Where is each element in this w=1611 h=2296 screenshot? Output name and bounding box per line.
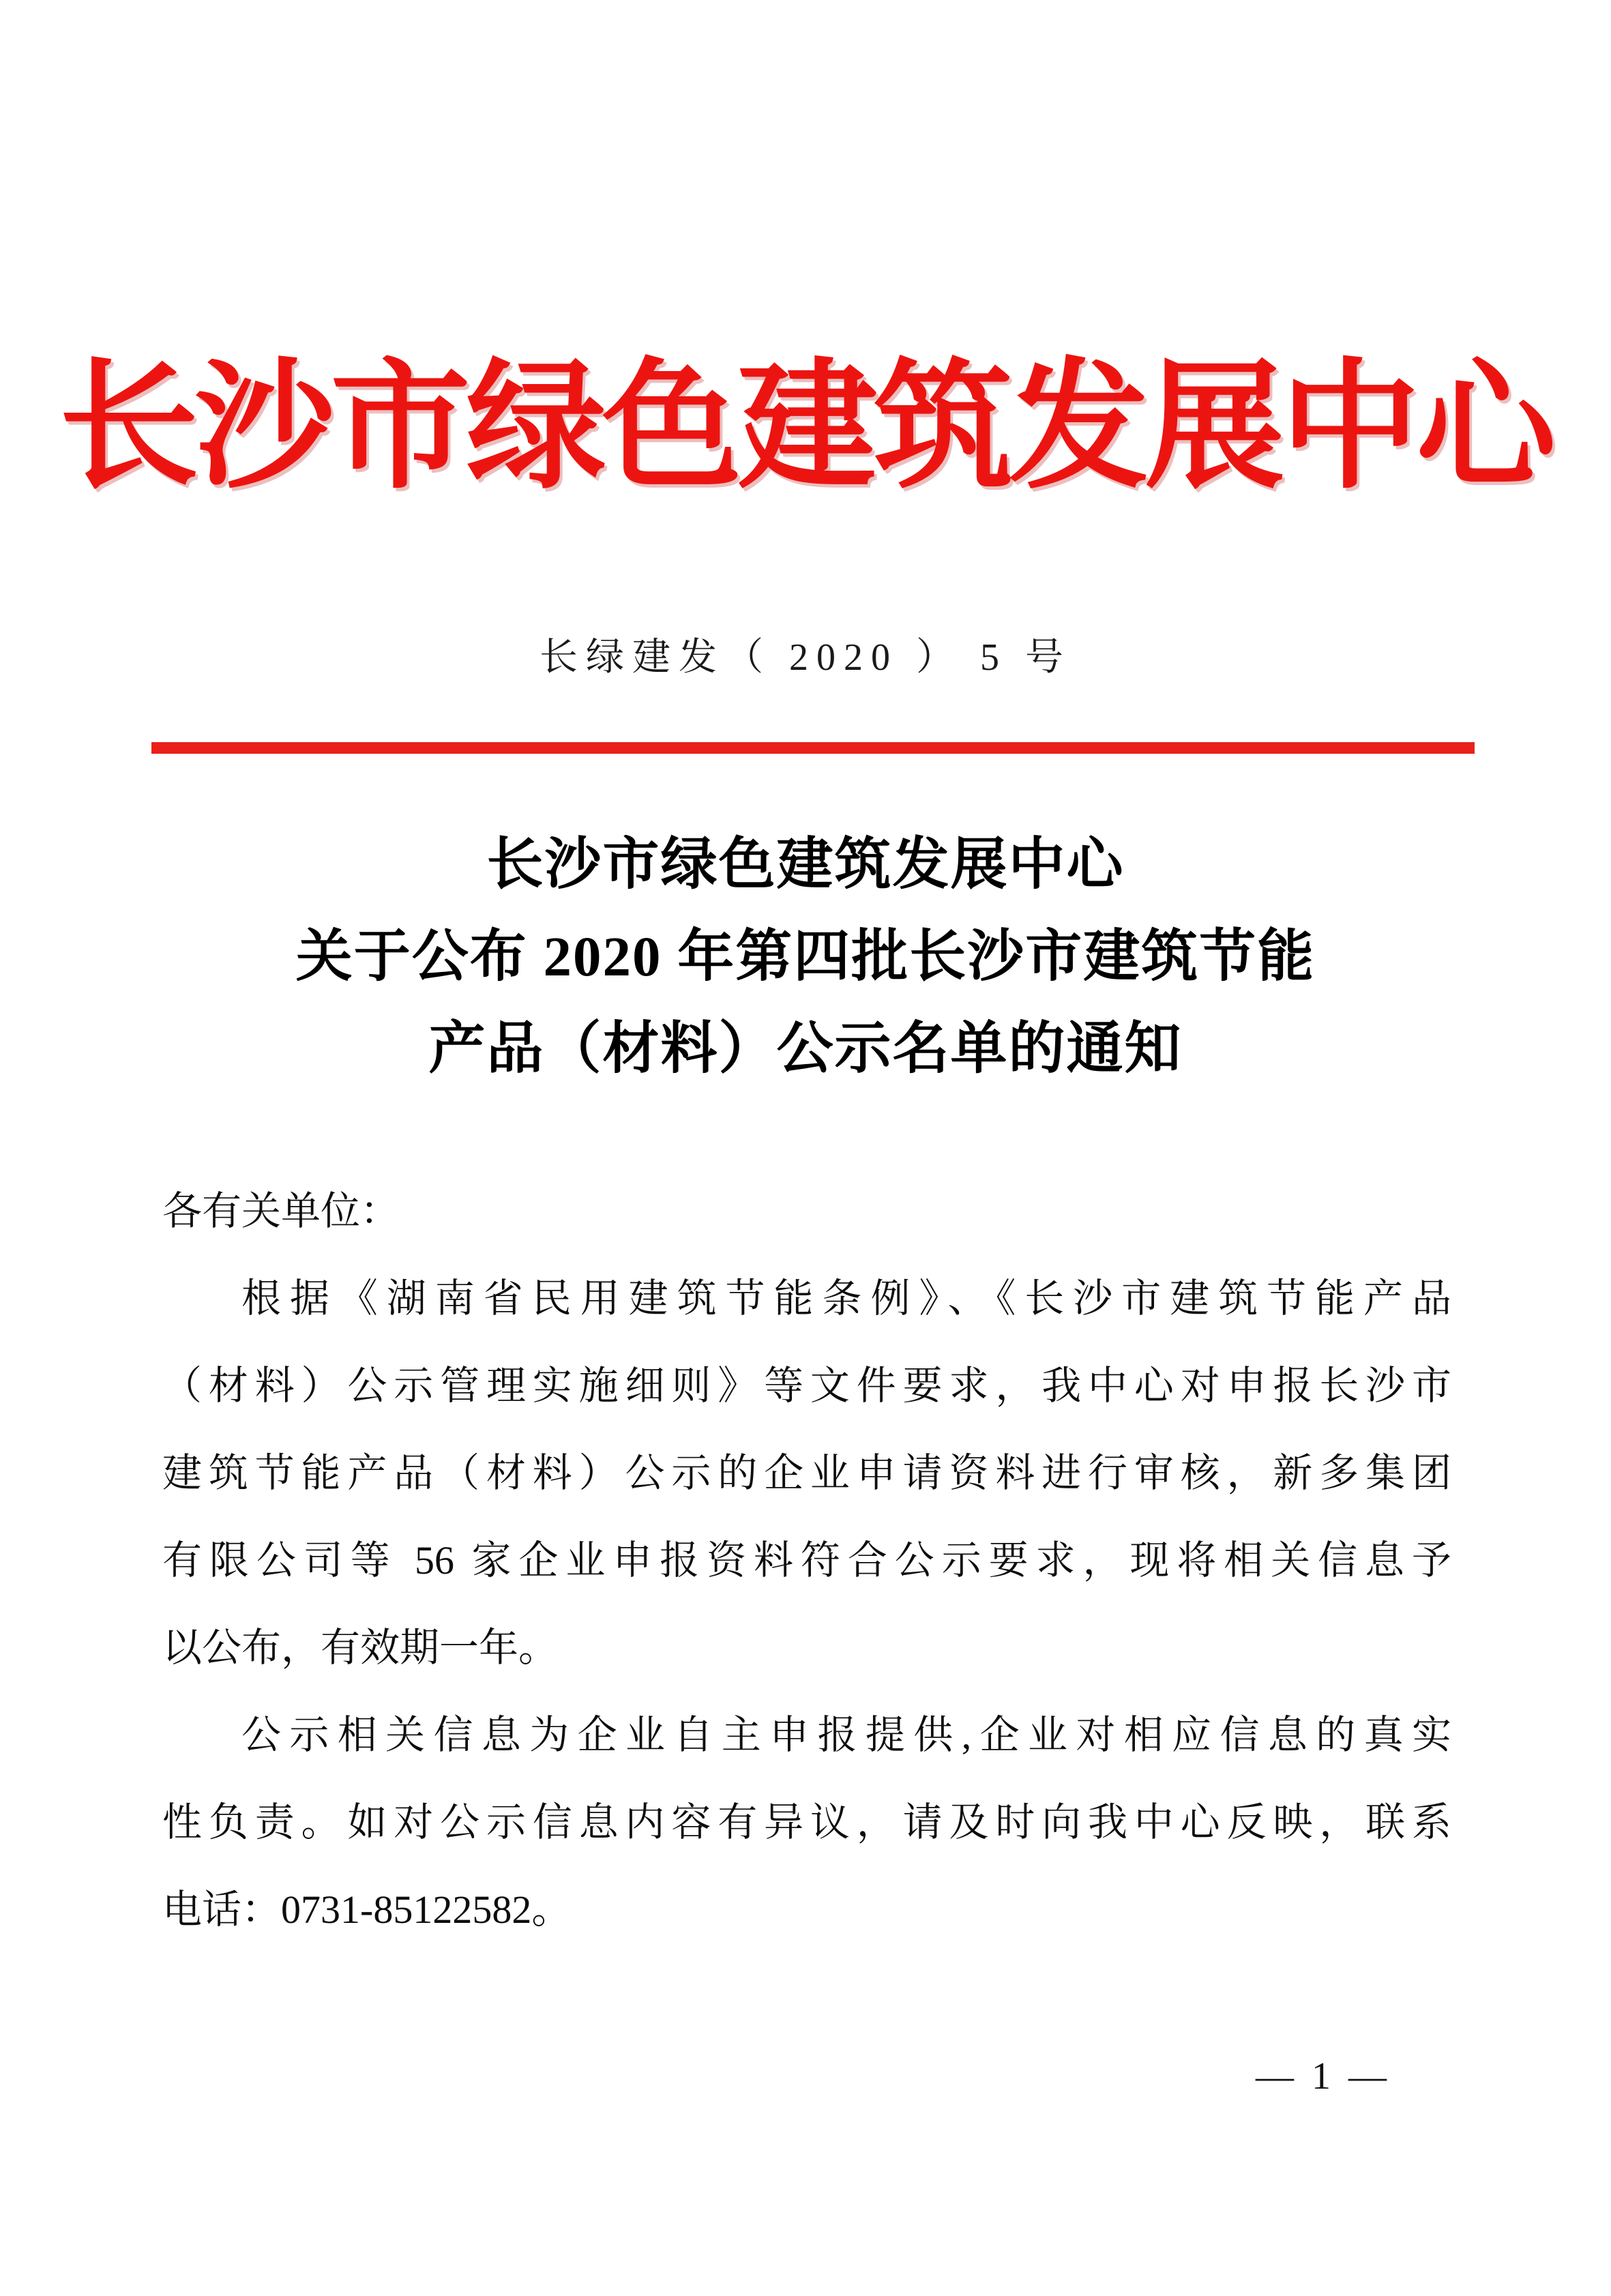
- body-line: （材料）公示管理实施细则》等文件要求，我中心对申报长沙市: [162, 1364, 1451, 1408]
- body-line: 电话：0731-85122582。: [162, 1887, 572, 1932]
- org-masthead-title: 长沙市绿色建筑发展中心: [59, 351, 1552, 505]
- page-number: — 1 —: [1256, 2055, 1391, 2098]
- notice-title: [0, 819, 1611, 1095]
- notice-body: [162, 1168, 1451, 1954]
- body-line: 公示相关信息为企业自主申报提供,企业对相应信息的真实: [241, 1713, 1451, 1757]
- body-line: 根据《湖南省民用建筑节能条例》、《长沙市建筑节能产品: [241, 1276, 1451, 1321]
- salutation: 各有关单位：: [162, 1189, 400, 1233]
- notice-title-line-2: 关于公布 2020 年第四批长沙市建筑节能: [295, 925, 1316, 988]
- red-separator-rule: [151, 742, 1475, 754]
- notice-title-line-1: 长沙市绿色建筑发展中心: [486, 833, 1125, 896]
- body-line: 以公布，有效期一年。: [162, 1625, 559, 1670]
- body-line: 建筑节能产品（材料）公示的企业申请资料进行审核，新多集团: [162, 1451, 1451, 1495]
- document-number: 长绿建发（ 2020 ） 5 号: [540, 636, 1071, 679]
- body-line: 性负责。如对公示信息内容有异议，请及时向我中心反映，联系: [162, 1800, 1451, 1844]
- body-line: 有限公司等 56 家企业申报资料符合公示要求，现将相关信息予: [162, 1538, 1451, 1583]
- notice-title-line-3: 产品（材料）公示名单的通知: [428, 1017, 1183, 1080]
